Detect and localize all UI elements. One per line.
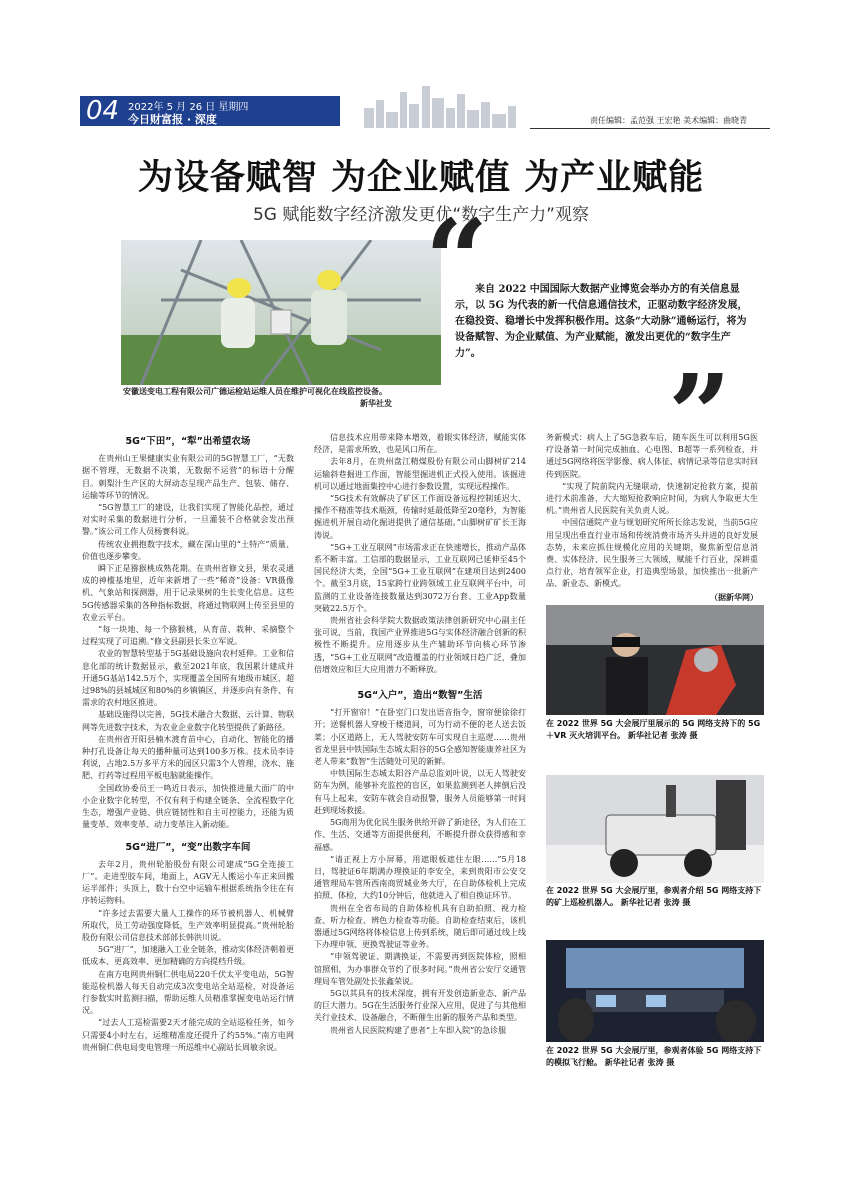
paragraph: “5G技术有效解决了矿区工作面设备远程控制延迟大、操作不精准等技术瓶颈，传输时延最低降至20毫秒，为智能掘进机开展自动化掘进提供了通信基础。”山脚树矿矿长王海涛说。 — [314, 494, 526, 540]
top-photo — [121, 240, 441, 385]
paragraph: “申领驾驶证、期满换证，不需要再到医院体检，照相馆照相，为办事群众节约了很多时间。”贵州省公安厅交通管理局车管处副处长张鑫荣说。 — [314, 952, 526, 986]
editor-credits: 责任编辑：孟范强 王宏艳 美术编辑：曲晓青 — [590, 116, 748, 125]
paragraph: “每一块地、每一个猕猴桃，从育苗、栽种、采摘整个过程实现了可追溯。”修文县副县长朱立军说。 — [82, 625, 294, 647]
header-rule — [530, 128, 770, 129]
paragraph: 务新模式：病人上了5G急救车后，随车医生可以利用5G医疗设备第一时间完成抽血、心电图、B超等一系列检查，并通过5G网络将医学影像、病人体征、病情记录等信息实时回传到医院。 — [546, 433, 758, 479]
photo-caption: 在 2022 世界 5G 大会展厅里，参观者体验 5G 网络支持下的模拟飞行舱。 新华社记者 张涛 摄 — [546, 1046, 762, 1067]
headline: 为设备赋智 为企业赋值 为产业赋能 — [137, 158, 705, 198]
paragraph: 传统农业拥抱数字技术，藏在深山里的“土特产”质量、价值也逐步攀变。 — [82, 539, 294, 561]
section-heading: 5G“进厂”，“变”出数字车间 — [125, 841, 251, 853]
section-heading: 5G“下田”，“犁”出希望农场 — [125, 436, 251, 447]
inspection-robot-photo — [546, 775, 764, 883]
open-quote-icon: “ — [425, 195, 489, 324]
paragraph: 贵州省人民医院构建了患者“上车即入院”的急诊服 — [330, 1025, 507, 1035]
paragraph: “许多过去需要大量人工操作的环节被机器人、机械臂所取代，员工劳动强度降低，生产效率明显提高。”贵州轮胎股份有限公司信息技术部部长韩洪川说。 — [82, 908, 294, 942]
issue-date: 2022年 5 月 26 日 星期四 — [128, 102, 249, 113]
column-3 — [546, 432, 758, 603]
paragraph: 5G商用为优化民生服务供给开辟了新途径，为人们在工作、生活、交通等方面提供便利，不断提升群众获得感和幸福感。 — [314, 818, 526, 852]
paragraph: 去年2月，贵州轮胎股份有限公司建成“5G全连接工厂”。走进型胶车间，地面上，AGV无人搬运小车正来回搬运半部件；头顶上，数十台空中运输车根据系统指令往在有序转运物料。 — [82, 859, 294, 906]
paragraph: 在贵州山王果健康实业有限公司的5G智慧工厂，“无数据不管理，无数据不决策，无数据不运营”的标语十分醒目。刺梨汁生产区的大屏动态呈现产品生产、包装、储存、运输等环节的情况。 — [82, 454, 294, 500]
paragraph: “过去人工巡检需要2天才能完成的全站巡检任务，如今只需要4小时左右，运维精准度还提升了约55%。”南方电网贵州铜仁供电局变电管理一所巡维中心副站长周敏余说。 — [82, 1018, 294, 1052]
paragraph: 信息技术应用带来降本增效，着眼实体经济，赋能实体经济，是需求所致，也是风口所在。 — [314, 433, 526, 455]
paragraph: “实现了院前院内无缝联动，快速制定抢救方案，提前进行术前准备，大大缩短抢救响应时间，为病人争取更大生机。”贵州省人民医院有关负责人说。 — [546, 481, 758, 516]
close-quote-icon: ” — [668, 350, 732, 479]
paragraph: “5G智慧工厂的建设，让我们实现了智能化品控，通过对实时采集的数据进行分析，一旦灌装不合格就会发出预警。”该公司工作人员杨赛科说。 — [82, 503, 294, 537]
paragraph: 5G以其具有的技术深度，拥有开发创造新业态、新产品的巨大潜力。5G在生活服务行业深入应用，促进了与其他相关行业技术、设备融合，不断催生出新的服务产品和类型。 — [314, 988, 526, 1023]
paragraph: 贵州在全省布局的自助体检机具有自助拍照、视力检查、听力检查、辨色力检查等功能。自助检查结束后，该机器通过5G网络将体检信息上传到系统，随后即可通过线上线下办理申领、更换驾驶证等业务。 — [314, 903, 526, 950]
paragraph: “打开窗帘！”在卧室门口发出语音指令，窗帘便徐徐打开；送餐机器人穿梭于楼道间，可为行动不便的老人送去饭菜；小区道路上，无人驾驶安防车可实现自主巡逻……贵州省龙里县中铁国际生态城太阳谷的5G全感知智能康养社区为老人带来“数智”生活随处可见的新鲜。 — [314, 708, 526, 767]
paragraph: 在南方电网贵州铜仁供电局220千伏太平变电站，5G智能巡检机器人每天自动完成3次变电站全站巡检，对设备运行参数实时监测扫描，帮助运维人员精准掌握变电站运行情况。 — [82, 969, 294, 1016]
lead-paragraph: 来自 2022 中国国际大数据产业博览会举办方的有关信息显示，以 5G 为代表的新一代信息通信技术，正驱动数字经济发展，在稳投资、稳增长中发挥积极作用。这条“大动脉”通畅运行，将为设备赋智、为企业赋值、为产业赋能，激发出更优的“数字生产力”。 — [455, 284, 748, 359]
vr-training-photo — [546, 605, 764, 715]
paragraph: 中国信通院产业与规划研究所所长徐志发说，当前5G应用呈现出垂直行业市场和传统消费市场齐头并进的良好发展态势，未来应抓住规模化应用的关键期，聚焦新型信息消费、实体经济、民生服务三大领域，赋能千行百业，深耕重点行业，培育领军企业，打造典型场景，加快推出一批新产品、新业态、新模式。 — [546, 518, 758, 589]
paragraph: “5G+工业互联网”市场需求正在快速增长，推动产品体系不断丰富。工信部的数据显示，工业互联网已延伸至45个国民经济大类，全国“5G+工业互联网”在建项目达到2400个。截至3月底，15家跨行业跨领域工业互联网平台中，可监测的工业设备连接数量达到3072万台套、工业App数量突破22.5万个。 — [314, 542, 526, 613]
paragraph: 农业的智慧转型基于5G基础设施向农村延伸。工业和信息化部的统计数据显示，截至2021年底，我国累计建成并开通5G基站142.5万个，实现覆盖全国所有地级市城区、超过98%的县城城区和80%的乡镇镇区，并逐步向有条件、有需求的农村地区推进。 — [82, 649, 294, 708]
subheadline: 5G 赋能数字经济激发更优“数字生产力”观察 — [252, 205, 589, 225]
photo-caption: 在 2022 世界 5G 大会展厅里，参观者介绍 5G 网络支持下的矿上巡检机器人。 新华社记者 张涛 摄 — [546, 886, 762, 907]
article-source: （据新华网） — [710, 591, 758, 602]
flight-simulator-photo — [546, 940, 764, 1042]
page-number: 04 — [86, 96, 120, 126]
paragraph: 瞬下正是猕猴桃成熟花期。在贵州省修文县，果农灵通成的神槛基地里，近年来新增了一些“稀奇”设备：VR摄像机、气象站和探测器，用于记录果树的生长变化信息。这些5G传感器采集的各种指标数据，将通过物联网上传至县里的农业云平台。 — [82, 564, 294, 622]
section-heading: 5G“入户”，造出“数智”生活 — [357, 690, 483, 702]
paragraph: 在贵州省开阳县楠木渡育苗中心，自动化、智能化的播种打孔设备让每天的播种量可达到100多万株。技术员李诗利说，占地2.5万多平方米的园区只需3个人管理，浇水、施肥、打药等过程用平板电脑就能操作。 — [82, 734, 294, 781]
paragraph: 贵州省社会科学院大数据政策法律创新研究中心副主任张可说，当前，我国产业界推进5G与实体经济融合创新的积极性不断提升。应用逐步从生产辅助环节向核心环节渗透，“5G+工业互联网”改造覆盖的行业领域日趋广泛，叠加倍增效应和巨大应用潜力不断释放。 — [314, 616, 526, 674]
paragraph: “请正视上方小屏幕，用遮眼板遮住左眼……”5月18日，驾驶证6年期满办理换证的李安全，来到贵阳市公安交通管理局车管所西南商贸城业务大厅，在自助体检机上完成拍照、体检，大约10分钟后，他就进入了相自换证环节。 — [314, 854, 526, 901]
top-photo-credit: 新华社发 — [360, 399, 392, 408]
paragraph: 基础设施得以完善，5G技术融合大数据、云计算、物联网等先进数字技术，为农业企业数字化转型提供了新路径。 — [82, 710, 294, 732]
column-2 — [314, 432, 526, 1037]
column-1 — [82, 432, 294, 1054]
paragraph: 5G“进厂”，加速融入工业全链条，推动实体经济朝着更低成本、更高效率、更加精确的方向提档升级。 — [82, 945, 294, 967]
section-name: 今日财富报 · 深度 — [128, 113, 217, 126]
paragraph: 去年8月，在贵州盘江精煤股份有限公司山脚树矿214运输斜巷掘进工作面，智能型掘进机正式投入使用。该掘进机可以通过地面集控中心进行参数设置，实现远程操作。 — [314, 457, 526, 491]
top-photo-caption: 安徽送变电工程有限公司广德运检站运维人员在维护可视化在线监控设备。 — [123, 387, 387, 396]
skyline-illustration — [360, 82, 530, 128]
paragraph: 中铁国际生态城太阳谷产品总监刘叶说，以无人驾驶安防车为例，能够补充监控的盲区，如果监测到老人摔倒后没有马上起来，安防车就会自动报警，服务人员能够第一时间赶到现场救援。 — [314, 769, 526, 815]
photo-caption: 在 2022 世界 5G 大会展厅里展示的 5G 网络支持下的 5G＋VR 灭火培训平台。 新华社记者 张涛 摄 — [546, 719, 761, 740]
paragraph: 全国政协委员王一鸣近日表示，加快推进量大面广的中小企业数字化转型，不仅有利于构建全链条、全流程数字化生态，增强产业链、供应链韧性和自主可控能力，还能为质量变革、效率变革、动力变革注入新动能。 — [82, 783, 294, 830]
